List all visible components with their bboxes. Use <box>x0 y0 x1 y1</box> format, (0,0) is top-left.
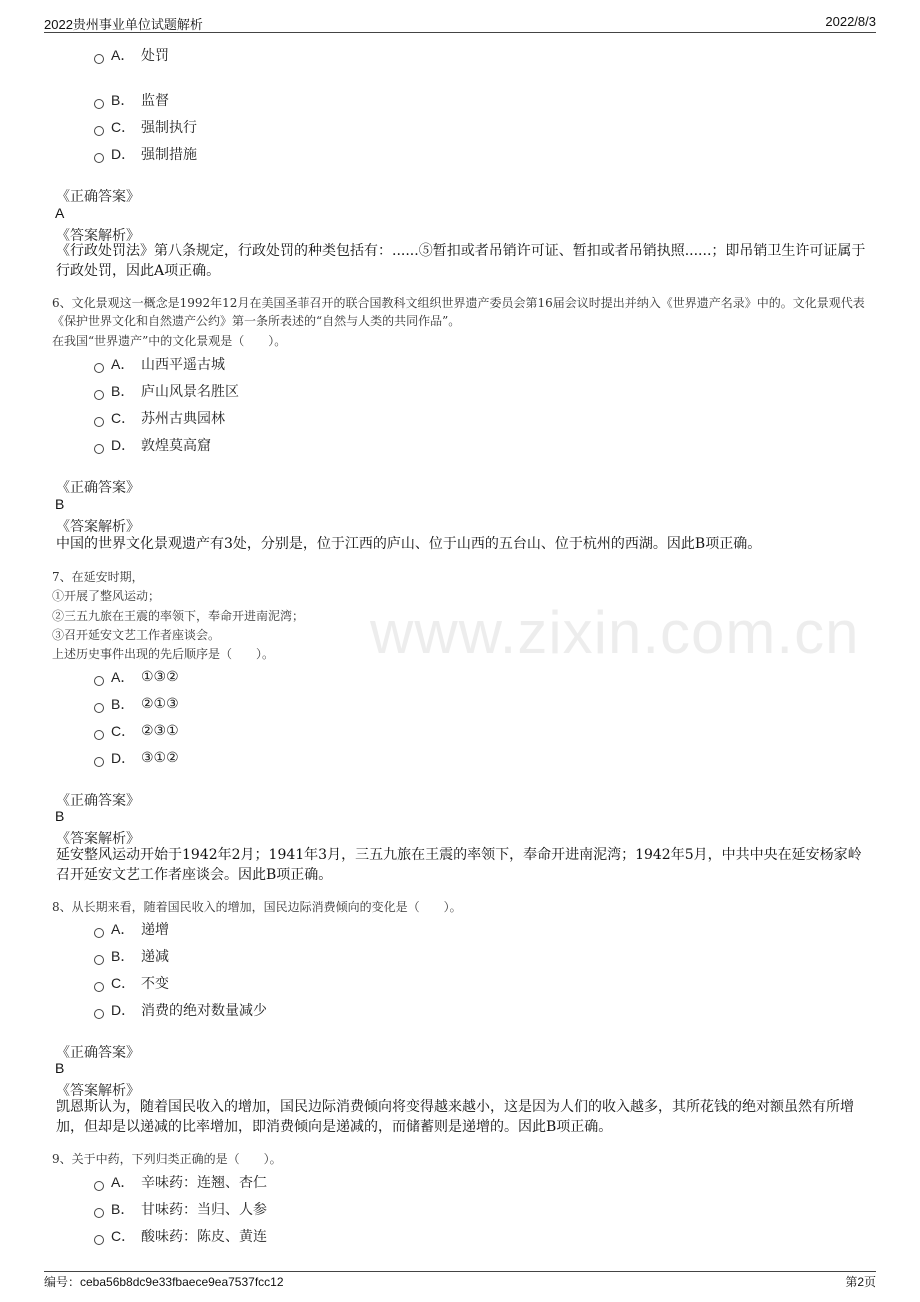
radio-icon[interactable] <box>94 1009 104 1019</box>
radio-icon[interactable] <box>94 1208 104 1218</box>
radio-icon[interactable] <box>94 730 104 740</box>
radio-icon[interactable] <box>94 1181 104 1191</box>
q6-option-c[interactable]: C． 苏州古典园林 <box>94 408 225 428</box>
radio-icon[interactable] <box>94 928 104 938</box>
page-number: 第2页 <box>845 1275 876 1289</box>
q6-stem: 6、文化景观这一概念是1992年12月在美国圣菲召开的联合国教科文组织世界遗产委员会第16届会议时提出并纳入《世界遗产名录》中的。文化景观代表《保护世界文化和自然遗产公约》第一条所表述的“自然与人类的共同作品”。 <box>52 296 865 328</box>
q7-event-2: ②三五九旅在王震的率领下，奉命开进南泥湾； <box>52 609 305 623</box>
radio-icon[interactable] <box>94 363 104 373</box>
document-title: 2022贵州事业单位试题解析 <box>44 17 203 32</box>
radio-icon[interactable] <box>94 126 104 136</box>
radio-icon[interactable] <box>94 54 104 64</box>
q5-option-c[interactable]: C． 强制执行 <box>94 117 197 137</box>
q7-answer: B <box>55 808 65 824</box>
correct-answer-label: 《正确答案》 <box>56 1045 140 1061</box>
q6-explanation: 中国的世界文化景观遗产有3处，分别是，位于江西的庐山、位于山西的五台山、位于杭州的西湖。因此B项正确。 <box>56 536 762 552</box>
q5-option-a[interactable]: A． 处罚 <box>94 45 169 65</box>
q6-option-b[interactable]: B． 庐山风景名胜区 <box>94 381 239 401</box>
analysis-label: 《答案解析》 <box>56 519 140 535</box>
radio-icon[interactable] <box>94 1235 104 1245</box>
q9-option-a[interactable]: A． 辛味药：连翘、杏仁 <box>94 1172 267 1192</box>
q5-explanation: 《行政处罚法》第八条规定，行政处罚的种类包括有：......⑤暂扣或者吊销许可证、暂扣或者吊销执照......；即吊销卫生许可证属于行政处罚，因此A项正确。 <box>56 243 866 279</box>
document-date: 2022/8/3 <box>825 14 876 29</box>
q9-option-c[interactable]: C． 酸味药：陈皮、黄连 <box>94 1226 267 1246</box>
radio-icon[interactable] <box>94 417 104 427</box>
q8-answer: B <box>55 1060 65 1076</box>
q8-option-b[interactable]: B． 递减 <box>94 946 169 966</box>
q7-option-c[interactable]: C． ②③① <box>94 721 179 741</box>
radio-icon[interactable] <box>94 676 104 686</box>
analysis-label: 《答案解析》 <box>56 1083 140 1099</box>
q5-option-b[interactable]: B． 监督 <box>94 90 169 110</box>
q7-explanation: 延安整风运动开始于1942年2月；1941年3月，三五九旅在王震的率领下，奉命开进南泥湾；1942年5月，中共中央在延安杨家岭召开延安文艺工作者座谈会。因此B项正确。 <box>56 847 862 883</box>
correct-answer-label: 《正确答案》 <box>56 480 140 496</box>
q7-option-a[interactable]: A． ①③② <box>94 667 179 687</box>
q8-stem: 8、从长期来看，随着国民收入的增加，国民边际消费倾向的变化是（ ）。 <box>52 900 462 914</box>
watermark: www.zixin.com.cn <box>370 599 860 666</box>
q7-event-3: ③召开延安文艺工作者座谈会。 <box>52 628 221 642</box>
q8-option-c[interactable]: C． 不变 <box>94 973 169 993</box>
q9-option-b[interactable]: B． 甘味药：当归、人参 <box>94 1199 267 1219</box>
correct-answer-label: 《正确答案》 <box>56 189 140 205</box>
q6-option-a[interactable]: A． 山西平遥古城 <box>94 354 225 374</box>
q8-option-d[interactable]: D． 消费的绝对数量减少 <box>94 1000 267 1020</box>
q8-explanation: 凯恩斯认为，随着国民收入的增加，国民边际消费倾向将变得越来越小，这是因为人们的收入越多，其所花钱的绝对额虽然有所增加，但却是以递减的比率增加，即消费倾向是递减的，而储蓄则是递增的。因此B项正确。 <box>56 1099 854 1135</box>
q6-option-d[interactable]: D． 敦煌莫高窟 <box>94 435 211 455</box>
q5-option-d[interactable]: D． 强制措施 <box>94 144 197 164</box>
radio-icon[interactable] <box>94 703 104 713</box>
radio-icon[interactable] <box>94 955 104 965</box>
radio-icon[interactable] <box>94 153 104 163</box>
radio-icon[interactable] <box>94 444 104 454</box>
analysis-label: 《答案解析》 <box>56 228 140 244</box>
q7-event-1: ①开展了整风运动； <box>52 589 161 603</box>
radio-icon[interactable] <box>94 390 104 400</box>
q7-question: 上述历史事件出现的先后顺序是（ ）。 <box>52 647 275 661</box>
q8-option-a[interactable]: A． 递增 <box>94 919 169 939</box>
q6-question: 在我国“世界遗产”中的文化景观是（ ）。 <box>52 334 287 348</box>
q6-answer: B <box>55 496 65 512</box>
q7-option-b[interactable]: B． ②①③ <box>94 694 179 714</box>
q9-stem: 9、关于中药，下列归类正确的是（ ）。 <box>52 1152 282 1166</box>
page-footer <box>44 1271 876 1290</box>
radio-icon[interactable] <box>94 99 104 109</box>
radio-icon[interactable] <box>94 982 104 992</box>
radio-icon[interactable] <box>94 757 104 767</box>
q5-answer: A <box>55 205 65 221</box>
correct-answer-label: 《正确答案》 <box>56 793 140 809</box>
q7-option-d[interactable]: D． ③①② <box>94 748 179 768</box>
q7-stem: 7、在延安时期， <box>52 570 144 584</box>
page-header <box>44 14 876 33</box>
document-code: 编号：ceba56b8dc9e33fbaece9ea7537fcc12 <box>44 1275 284 1289</box>
analysis-label: 《答案解析》 <box>56 831 140 847</box>
